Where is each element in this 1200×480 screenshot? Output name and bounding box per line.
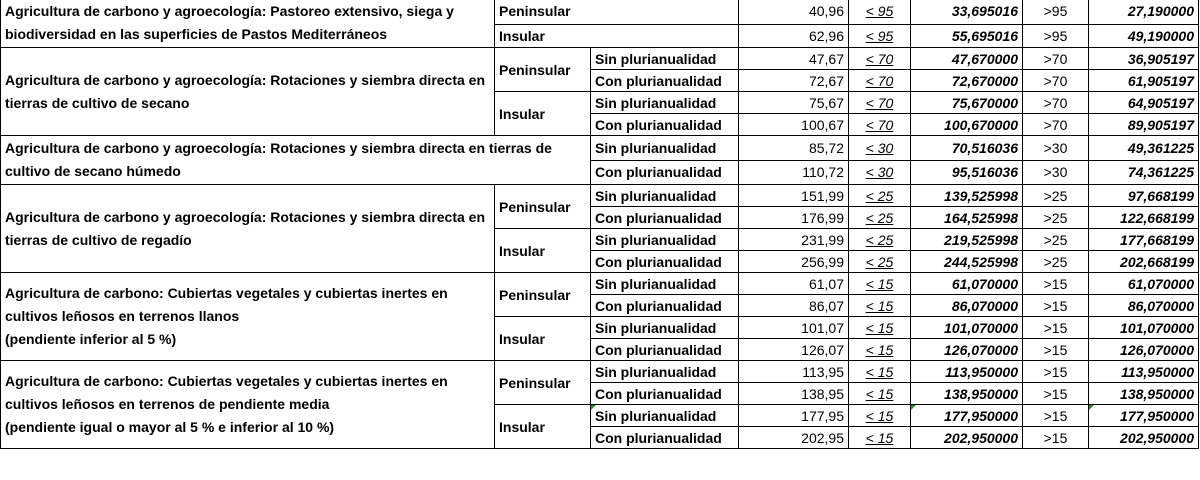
plurianualidad-cell: Con plurianualidad [591,339,739,361]
threshold-above-cell: >15 [1023,317,1089,339]
threshold-above-cell: >25 [1023,207,1089,229]
amount-cell: 231,99 [739,229,849,251]
threshold-above-cell: >15 [1023,273,1089,295]
amount-cell: 113,95 [739,361,849,383]
threshold-cell: < 70 [849,92,911,114]
value-above-cell: 27,190000 [1089,0,1199,24]
threshold-above-cell: >25 [1023,229,1089,251]
value-above-cell: 86,070000 [1089,295,1199,317]
value-above-cell: 49,361225 [1089,136,1199,161]
threshold-cell: < 15 [849,273,911,295]
amount-cell: 85,72 [739,136,849,161]
value-below-cell: 138,950000 [911,383,1023,405]
threshold-above-cell: >15 [1023,361,1089,383]
value-above-cell: 61,905197 [1089,70,1199,92]
threshold-cell: < 25 [849,251,911,273]
amount-cell: 177,95 [739,405,849,427]
value-below-cell: 95,516036 [911,160,1023,185]
plurianualidad-cell: Sin plurianualidad [591,273,739,295]
plurianualidad-cell: Sin plurianualidad [591,136,739,161]
amount-cell: 100,67 [739,114,849,136]
plurianualidad-cell: Con plurianualidad [591,427,739,449]
plurianualidad-cell: Sin plurianualidad [591,317,739,339]
value-above-cell: 64,905197 [1089,92,1199,114]
amount-cell: 256,99 [739,251,849,273]
table-row [1,185,1199,207]
value-below-cell: 164,525998 [911,207,1023,229]
table-row [1,136,1199,161]
amount-cell: 72,67 [739,70,849,92]
threshold-above-cell: >70 [1023,92,1089,114]
threshold-cell: < 95 [849,24,911,47]
value-above-cell: 126,070000 [1089,339,1199,361]
plurianualidad-cell: Sin plurianualidad [591,405,739,427]
plurianualidad-cell: Con plurianualidad [591,114,739,136]
threshold-cell: < 15 [849,317,911,339]
plurianualidad-cell: Sin plurianualidad [591,229,739,251]
value-below-cell: 75,670000 [911,92,1023,114]
threshold-above-cell: >70 [1023,114,1089,136]
value-below-cell: 244,525998 [911,251,1023,273]
threshold-cell: < 70 [849,114,911,136]
value-above-cell: 101,070000 [1089,317,1199,339]
value-above-cell: 202,668199 [1089,251,1199,273]
plurianualidad-cell: Con plurianualidad [591,160,739,185]
value-below-cell: 86,070000 [911,295,1023,317]
value-above-cell: 138,950000 [1089,383,1199,405]
amount-cell: 202,95 [739,427,849,449]
amount-cell: 126,07 [739,339,849,361]
value-above-cell: 97,668199 [1089,185,1199,207]
region-cell: Insular [495,92,591,136]
plurianualidad-cell: Con plurianualidad [591,207,739,229]
value-above-cell: 36,905197 [1089,48,1199,70]
threshold-above-cell: >25 [1023,251,1089,273]
threshold-above-cell: >95 [1023,0,1089,24]
threshold-cell: < 70 [849,48,911,70]
amount-cell: 151,99 [739,185,849,207]
threshold-cell: < 15 [849,405,911,427]
threshold-above-cell: >15 [1023,295,1089,317]
threshold-above-cell: >95 [1023,24,1089,47]
value-below-cell: 47,670000 [911,48,1023,70]
value-below-cell: 72,670000 [911,70,1023,92]
amount-cell: 101,07 [739,317,849,339]
region-cell: Insular [495,405,591,449]
plurianualidad-cell: Sin plurianualidad [591,361,739,383]
threshold-cell: < 70 [849,70,911,92]
value-above-cell: 177,668199 [1089,229,1199,251]
measure-description: Agricultura de carbono y agroecología: Rotaciones y siembra directa en tierras de cultivo de regadío [1,185,495,273]
threshold-cell: < 95 [849,0,911,24]
amount-cell: 138,95 [739,383,849,405]
threshold-above-cell: >15 [1023,405,1089,427]
value-below-cell: 139,525998 [911,185,1023,207]
measure-description: Agricultura de carbono y agroecología: Pastoreo extensivo, siega y biodiversidad en las superficies de Pastos Mediterráneos [1,0,495,48]
threshold-above-cell: >30 [1023,160,1089,185]
value-above-cell: 122,668199 [1089,207,1199,229]
threshold-above-cell: >30 [1023,136,1089,161]
table-row [1,273,1199,295]
amount-cell: 47,67 [739,48,849,70]
threshold-cell: < 25 [849,185,911,207]
region-cell: Peninsular [495,0,739,24]
value-above-cell: 202,950000 [1089,427,1199,449]
threshold-above-cell: >15 [1023,339,1089,361]
value-above-cell: 74,361225 [1089,160,1199,185]
region-cell: Insular [495,24,739,47]
plurianualidad-cell: Con plurianualidad [591,251,739,273]
region-cell: Insular [495,317,591,361]
measure-description: Agricultura de carbono y agroecología: Rotaciones y siembra directa en tierras de cultivo de secano húmedo [1,136,591,185]
threshold-above-cell: >15 [1023,427,1089,449]
amount-cell: 176,99 [739,207,849,229]
plurianualidad-cell: Con plurianualidad [591,295,739,317]
value-below-cell: 177,950000 [911,405,1023,427]
region-cell: Insular [495,229,591,273]
plurianualidad-cell: Sin plurianualidad [591,92,739,114]
value-above-cell: 113,950000 [1089,361,1199,383]
region-cell: Peninsular [495,361,591,405]
amount-cell: 86,07 [739,295,849,317]
table-row [1,48,1199,70]
threshold-cell: < 15 [849,339,911,361]
value-above-cell: 177,950000 [1089,405,1199,427]
threshold-cell: < 25 [849,229,911,251]
region-cell: Peninsular [495,48,591,92]
threshold-cell: < 30 [849,160,911,185]
value-below-cell: 61,070000 [911,273,1023,295]
table-row [1,361,1199,383]
threshold-cell: < 15 [849,383,911,405]
plurianualidad-cell: Sin plurianualidad [591,185,739,207]
threshold-cell: < 15 [849,427,911,449]
threshold-above-cell: >70 [1023,48,1089,70]
value-above-cell: 61,070000 [1089,273,1199,295]
value-below-cell: 70,516036 [911,136,1023,161]
threshold-above-cell: >25 [1023,185,1089,207]
value-below-cell: 55,695016 [911,24,1023,47]
measure-description: Agricultura de carbono: Cubiertas vegetales y cubiertas inertes en cultivos leñosos en terrenos de pendiente media (pendiente igual o mayor al 5 % e inferior al 10 %) [1,361,495,449]
region-cell: Peninsular [495,273,591,317]
value-below-cell: 33,695016 [911,0,1023,24]
threshold-above-cell: >70 [1023,70,1089,92]
amount-cell: 61,07 [739,273,849,295]
amount-cell: 40,96 [739,0,849,24]
amount-cell: 62,96 [739,24,849,47]
value-below-cell: 126,070000 [911,339,1023,361]
plurianualidad-cell: Con plurianualidad [591,70,739,92]
measure-description: Agricultura de carbono y agroecología: Rotaciones y siembra directa en tierras de cultivo de secano [1,48,495,136]
value-below-cell: 100,670000 [911,114,1023,136]
payment-table-body [1,0,1199,449]
value-below-cell: 113,950000 [911,361,1023,383]
threshold-cell: < 15 [849,295,911,317]
table-row [1,0,1199,24]
value-below-cell: 219,525998 [911,229,1023,251]
threshold-cell: < 25 [849,207,911,229]
value-above-cell: 89,905197 [1089,114,1199,136]
threshold-above-cell: >15 [1023,383,1089,405]
plurianualidad-cell: Con plurianualidad [591,383,739,405]
amount-cell: 75,67 [739,92,849,114]
measure-description: Agricultura de carbono: Cubiertas vegetales y cubiertas inertes en cultivos leñosos en terrenos llanos (pendiente inferior al 5 %) [1,273,495,361]
threshold-cell: < 15 [849,361,911,383]
threshold-cell: < 30 [849,136,911,161]
amount-cell: 110,72 [739,160,849,185]
value-below-cell: 202,950000 [911,427,1023,449]
value-below-cell: 101,070000 [911,317,1023,339]
plurianualidad-cell: Sin plurianualidad [591,48,739,70]
region-cell: Peninsular [495,185,591,229]
value-above-cell: 49,190000 [1089,24,1199,47]
